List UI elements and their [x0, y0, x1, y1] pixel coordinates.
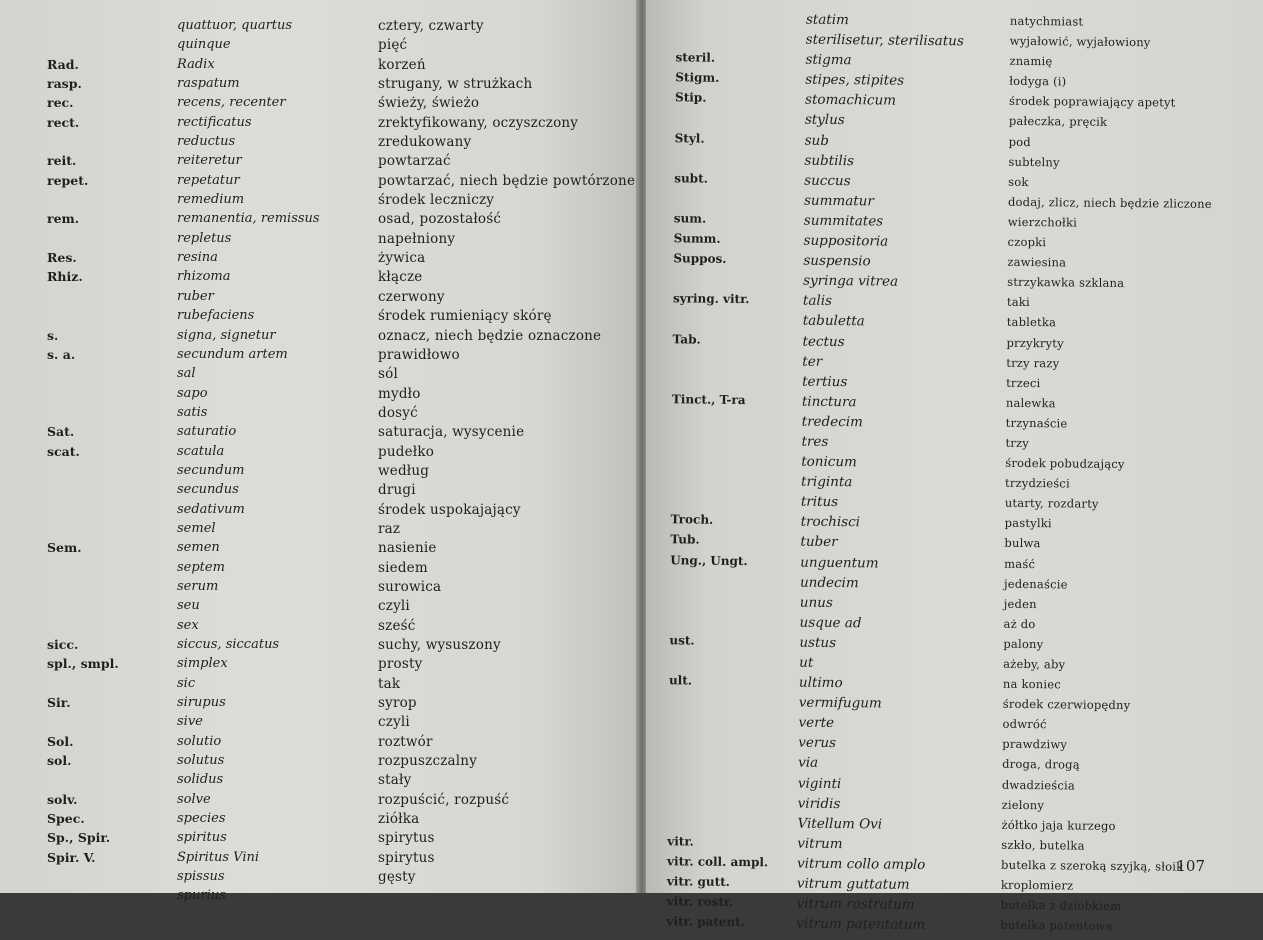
abbreviation: subt. — [674, 171, 708, 185]
polish-translation: łodyga (i) — [1009, 74, 1066, 89]
polish-translation: pod — [1009, 134, 1031, 148]
abbreviation: Sol. — [47, 734, 73, 749]
abbreviation: Tub. — [670, 533, 699, 547]
abbreviation: reit. — [47, 153, 76, 168]
polish-translation: subtelny — [1008, 154, 1059, 169]
abbreviation: Rad. — [47, 57, 79, 72]
abbreviation: Sp., Spir. — [47, 830, 110, 845]
polish-translation: znamię — [1009, 54, 1052, 68]
latin-term: repetatur — [177, 173, 240, 188]
abbreviation: ust. — [669, 633, 694, 647]
latin-term: suspensio — [803, 253, 870, 270]
polish-translation: pięć — [378, 37, 407, 53]
abbreviation: Troch. — [671, 513, 714, 527]
polish-translation: jedenaście — [1004, 576, 1068, 591]
polish-translation: utarty, rozdarty — [1005, 496, 1099, 511]
latin-term: vitrum patentatum — [796, 916, 925, 933]
polish-translation: powtarzać, niech będzie powtórzone — [378, 173, 635, 189]
latin-term: ustus — [799, 635, 836, 651]
polish-translation: środek rumieniący skórę — [378, 308, 552, 324]
latin-term: suppositoria — [804, 233, 889, 250]
polish-translation: zrektyfikowany, oczyszczony — [378, 115, 578, 131]
polish-translation: środek leczniczy — [378, 192, 494, 208]
abbreviation: Spec. — [47, 811, 85, 826]
latin-term: rhizoma — [177, 269, 231, 284]
polish-translation: trzydzieści — [1005, 476, 1070, 491]
latin-term: quattuor, quartus — [177, 18, 292, 33]
polish-translation: środek czerwiopędny — [1003, 697, 1131, 712]
polish-translation: butelka z dziobkiem — [1001, 898, 1122, 913]
abbreviation: s. — [47, 328, 58, 343]
polish-translation: droga, drogą — [1002, 757, 1080, 772]
polish-translation: drugi — [378, 482, 416, 498]
abbreviation: Tinct., T-ra — [672, 392, 746, 407]
abbreviation: Sat. — [47, 424, 74, 439]
abbreviation: Suppos. — [673, 251, 726, 266]
latin-term: septem — [177, 560, 225, 575]
latin-term: reiteretur — [177, 153, 242, 168]
latin-term: solutio — [177, 734, 221, 749]
latin-term: ut — [799, 655, 813, 671]
latin-term: sal — [177, 366, 196, 381]
latin-term: saturatio — [177, 424, 236, 439]
polish-translation: odwróć — [1002, 717, 1046, 731]
latin-term: remedium — [177, 192, 244, 207]
polish-translation: maść — [1004, 556, 1035, 570]
abbreviation: sicc. — [47, 637, 78, 652]
polish-translation: czyli — [378, 598, 410, 614]
polish-translation: trzeci — [1006, 375, 1040, 389]
page-number: 107 — [1176, 857, 1205, 875]
polish-translation: dwadzieścia — [1002, 777, 1075, 792]
latin-term: via — [798, 755, 818, 771]
latin-term: quinque — [177, 37, 231, 52]
polish-translation: według — [378, 463, 429, 479]
polish-translation: pałeczka, pręcik — [1009, 114, 1107, 129]
abbreviation: Res. — [47, 250, 77, 265]
polish-translation: prosty — [378, 656, 422, 672]
polish-translation: sok — [1008, 175, 1029, 189]
polish-translation: aż do — [1004, 617, 1036, 631]
polish-translation: palony — [1003, 637, 1043, 651]
polish-translation: sześć — [378, 618, 416, 634]
polish-translation: wyjałowić, wyjałowiony — [1010, 34, 1151, 49]
latin-term: semel — [177, 521, 216, 536]
latin-term: verus — [798, 735, 836, 751]
abbreviation: sum. — [674, 211, 707, 225]
latin-term: Radix — [177, 57, 215, 72]
polish-translation: oznacz, niech będzie oznaczone — [378, 328, 601, 344]
latin-term: raspatum — [177, 76, 240, 91]
abbreviation: Ung., Ungt. — [670, 553, 748, 568]
polish-translation: natychmiast — [1010, 14, 1084, 29]
polish-translation: pastylki — [1005, 516, 1052, 530]
abbreviation: Sir. — [47, 695, 71, 710]
polish-translation: ażeby, aby — [1003, 657, 1065, 672]
polish-translation: żywica — [378, 250, 425, 266]
abbreviation: rasp. — [47, 76, 82, 91]
polish-translation: dodaj, zlicz, niech będzie zliczone — [1008, 195, 1212, 211]
latin-term: syringa vitrea — [803, 273, 898, 290]
polish-translation: spirytus — [378, 830, 435, 846]
latin-term: spiritus — [177, 830, 227, 845]
latin-term: solutus — [177, 753, 224, 768]
latin-term: subtilis — [804, 152, 854, 169]
polish-translation: środek poprawiający apetyt — [1009, 94, 1176, 110]
latin-term: tertius — [802, 373, 847, 389]
latin-term: stomachicum — [805, 92, 896, 109]
latin-term: stylus — [805, 112, 845, 128]
latin-term: sic — [177, 676, 195, 691]
latin-term: sex — [177, 618, 199, 633]
polish-translation: kroplomierz — [1001, 878, 1074, 893]
polish-translation: środek pobudzający — [1005, 456, 1125, 471]
abbreviation: Stip. — [675, 91, 706, 105]
latin-term: sterilisetur, sterilisatus — [806, 32, 964, 50]
latin-term: rectificatus — [177, 115, 252, 130]
abbreviation: steril. — [675, 50, 715, 64]
polish-translation: strzykawka szklana — [1007, 275, 1124, 290]
latin-term: vitrum guttatum — [797, 876, 910, 893]
polish-translation: gęsty — [378, 869, 416, 885]
polish-translation: powtarzać — [378, 153, 451, 169]
polish-translation: dosyć — [378, 405, 418, 421]
polish-translation: nasienie — [378, 540, 437, 556]
latin-term: Spiritus Vini — [177, 850, 259, 865]
polish-translation: surowica — [378, 579, 441, 595]
abbreviation: Sem. — [47, 540, 82, 555]
abbreviation: vitr. — [667, 834, 694, 848]
polish-translation: butelka z szeroką szyjką, słoik — [1001, 858, 1183, 874]
polish-translation: mydło — [378, 386, 421, 402]
latin-term: tres — [801, 434, 828, 450]
latin-term: secundum — [177, 463, 244, 478]
abbreviation: rem. — [47, 211, 79, 226]
abbreviation: Stigm. — [675, 71, 719, 85]
polish-translation: czerwony — [378, 289, 445, 305]
latin-term: verte — [798, 715, 834, 731]
polish-translation: trzy razy — [1006, 355, 1059, 370]
polish-translation: korzeń — [378, 57, 426, 73]
latin-term: recens, recenter — [177, 95, 286, 110]
abbreviation: Spir. V. — [47, 850, 96, 865]
latin-term: succus — [804, 172, 851, 188]
latin-term: trochisci — [801, 514, 861, 531]
latin-term: tuber — [800, 534, 837, 550]
polish-translation: rozpuszczalny — [378, 753, 477, 769]
abbreviation: Styl. — [675, 131, 705, 145]
polish-translation: zawiesina — [1007, 255, 1066, 270]
polish-translation: na koniec — [1003, 677, 1061, 692]
latin-term: sapo — [177, 386, 208, 401]
abbreviation: scat. — [47, 444, 80, 459]
polish-translation: nalewka — [1006, 396, 1056, 411]
polish-translation: zredukowany — [378, 134, 471, 150]
latin-term: summitates — [804, 213, 884, 230]
latin-term: siccus, siccatus — [177, 637, 279, 652]
polish-translation: czopki — [1008, 235, 1047, 249]
latin-term: sirupus — [177, 695, 226, 710]
polish-translation: osad, pozostałość — [378, 211, 501, 227]
abbreviation: spl., smpl. — [47, 656, 119, 671]
latin-term: unguentum — [800, 554, 879, 571]
polish-translation: stały — [378, 772, 411, 788]
latin-term: vitrum rostratum — [797, 896, 915, 913]
latin-term: statim — [806, 12, 849, 28]
latin-term: ruber — [177, 289, 214, 304]
polish-translation: żółtko jaja kurzego — [1001, 818, 1115, 833]
polish-translation: trzynaście — [1006, 416, 1068, 431]
abbreviation: solv. — [47, 792, 77, 807]
latin-term: unus — [800, 594, 833, 610]
latin-term: sive — [177, 714, 203, 729]
latin-term: tonicum — [801, 454, 857, 471]
abbreviation: rect. — [47, 115, 79, 130]
polish-translation: kłącze — [378, 269, 422, 285]
latin-term: solidus — [177, 772, 223, 787]
latin-term: resina — [177, 250, 218, 265]
abbreviation: Summ. — [674, 231, 721, 245]
polish-translation: cztery, czwarty — [378, 18, 484, 34]
abbreviation: s. a. — [47, 347, 75, 362]
polish-translation: zielony — [1002, 797, 1045, 811]
latin-term: semen — [177, 540, 220, 555]
polish-translation: ziółka — [378, 811, 419, 827]
latin-term: satis — [177, 405, 207, 420]
polish-translation: tak — [378, 676, 400, 692]
latin-term: Vitellum Ovi — [797, 815, 882, 832]
latin-term: tectus — [802, 333, 844, 349]
polish-translation: czyli — [378, 714, 410, 730]
left-page — [0, 0, 638, 893]
latin-term: rubefaciens — [177, 308, 254, 323]
latin-term: seu — [177, 598, 200, 613]
polish-translation: wierzchołki — [1008, 215, 1077, 230]
latin-term: stipes, stipites — [805, 72, 904, 89]
polish-translation: pudełko — [378, 444, 434, 460]
abbreviation: sol. — [47, 753, 71, 768]
latin-term: scatula — [177, 444, 224, 459]
latin-term: vitrum — [797, 835, 842, 851]
polish-translation: trzy — [1005, 436, 1029, 450]
abbreviation: Rhiz. — [47, 269, 83, 284]
latin-term: sedativum — [177, 502, 245, 517]
polish-translation: saturacja, wysycenie — [378, 424, 524, 440]
polish-translation: szkło, butelka — [1001, 838, 1085, 853]
polish-translation: syrop — [378, 695, 417, 711]
polish-translation: taki — [1007, 295, 1030, 309]
latin-term: species — [177, 811, 226, 826]
latin-term: signa, signetur — [177, 328, 276, 343]
latin-term: viridis — [798, 795, 841, 811]
latin-term: stigma — [805, 52, 851, 68]
abbreviation: repet. — [47, 173, 88, 188]
right-page — [646, 0, 1263, 893]
latin-term: tritus — [801, 494, 838, 510]
abbreviation: rec. — [47, 95, 74, 110]
polish-translation: rozpuścić, rozpuść — [378, 792, 509, 808]
latin-term: spurius — [177, 888, 226, 903]
polish-translation: raz — [378, 521, 400, 537]
latin-term: tredecim — [802, 414, 863, 431]
latin-term: solve — [177, 792, 211, 807]
polish-translation: tabletka — [1007, 315, 1057, 330]
latin-term: reductus — [177, 134, 235, 149]
polish-translation: bulwa — [1004, 536, 1040, 550]
polish-translation: siedem — [378, 560, 428, 576]
latin-term: spissus — [177, 869, 225, 884]
abbreviation: ult. — [669, 673, 692, 687]
polish-translation: suchy, wysuszony — [378, 637, 501, 653]
latin-term: summatur — [804, 193, 874, 210]
polish-translation: roztwór — [378, 734, 433, 750]
abbreviation: vitr. patent. — [666, 914, 745, 929]
latin-term: ultimo — [799, 675, 843, 691]
abbreviation: Tab. — [672, 332, 700, 346]
abbreviation: vitr. coll. ampl. — [667, 854, 768, 869]
polish-translation: butelka patentowa — [1000, 918, 1112, 933]
abbreviation: vitr. gutt. — [667, 874, 730, 889]
latin-term: secundus — [177, 482, 239, 497]
latin-term: undecim — [800, 574, 859, 591]
latin-term: triginta — [801, 474, 852, 491]
abbreviation: syring. vitr. — [673, 292, 750, 307]
latin-term: simplex — [177, 656, 228, 671]
polish-translation: napełniony — [378, 231, 455, 247]
polish-translation: sól — [378, 366, 398, 382]
latin-term: usque ad — [800, 614, 862, 631]
polish-translation: strugany, w strużkach — [378, 76, 532, 92]
latin-term: vitrum collo amplo — [797, 856, 925, 873]
polish-translation: prawidłowo — [378, 347, 460, 363]
latin-term: tinctura — [802, 393, 857, 410]
polish-translation: środek uspokajający — [378, 502, 521, 518]
polish-translation: prawdziwy — [1002, 737, 1067, 752]
polish-translation: świeży, świeżo — [378, 95, 479, 111]
latin-term: remanentia, remissus — [177, 211, 320, 226]
latin-term: sub — [805, 132, 829, 148]
polish-translation: przykryty — [1006, 335, 1063, 350]
latin-term: repletus — [177, 231, 231, 246]
latin-term: tabuletta — [803, 313, 865, 330]
latin-term: viginti — [798, 775, 842, 791]
latin-term: secundum artem — [177, 347, 288, 362]
abbreviation: vitr. rostr. — [667, 894, 734, 909]
latin-term: vermifugum — [799, 695, 882, 712]
latin-term: serum — [177, 579, 218, 594]
polish-translation: jeden — [1004, 596, 1037, 610]
latin-term: talis — [803, 293, 832, 309]
polish-translation: spirytus — [378, 850, 435, 866]
latin-term: ter — [802, 353, 822, 369]
